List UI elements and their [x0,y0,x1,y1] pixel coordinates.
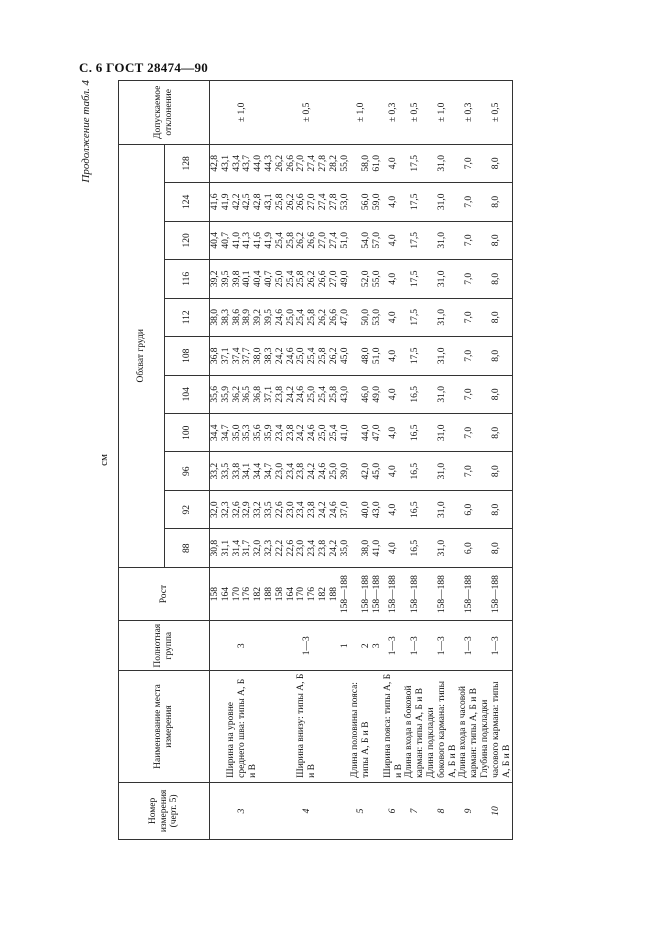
row-value: 45,0 48,0 51,0 [340,337,383,375]
row-name: Ширина на уровне среднего шва: типы А, Б и В [210,671,275,783]
chest-size-header: 128 [165,144,210,182]
row-value: 8,0 [480,144,513,182]
row-value: 17,5 [404,183,426,221]
row-tolerance: ± 0,5 [404,81,426,145]
row-value: 32,0 32,3 32,6 32,9 33,2 33,5 [210,490,275,528]
row-value: 38,0 38,3 38,6 38,9 39,2 39,5 [210,298,275,336]
row-value: 23,0 23,4 23,8 24,2 24,6 25,0 [275,452,340,490]
row-value: 17,5 [404,298,426,336]
row-num: 3 [210,782,275,839]
row-value: 4,0 [383,529,405,567]
row-value: 7,0 [458,260,480,298]
row-height: 158 164 170 176 182 188 [275,567,340,620]
row-value: 24,2 24,6 25,0 25,4 25,8 26,2 [275,337,340,375]
row-value: 31,0 [426,298,458,336]
row-value: 16,5 [404,529,426,567]
row-value: 39,0 42,0 45,0 [340,452,383,490]
chest-size-header: 120 [165,221,210,259]
row-value: 16,5 [404,375,426,413]
row-value: 43,0 46,0 49,0 [340,375,383,413]
row-tolerance: ± 0,5 [480,81,513,145]
row-value: 25,4 25,8 26,2 26,6 27,0 27,4 [275,221,340,259]
row-value: 4,0 [383,144,405,182]
row-value: 16,5 [404,414,426,452]
row-value: 4,0 [383,490,405,528]
row-value: 4,0 [383,414,405,452]
row-value: 4,0 [383,298,405,336]
row-value: 31,0 [426,144,458,182]
row-value: 4,0 [383,375,405,413]
row-num: 5 [340,782,383,839]
row-height: 158—188 [383,567,405,620]
continuation-label: Продолжение табл. 4 [80,80,92,183]
row-name: Длина входа в часовой карман: типы А, Б и В [458,671,480,783]
row-group: 1—3 [404,621,426,671]
row-value: 31,0 [426,260,458,298]
table-body [210,81,513,840]
page-header: С. 6 ГОСТ 28474—90 [79,60,209,75]
row-group: 1 2 3 [340,621,383,671]
row-value: 26,2 26,6 27,0 27,4 27,8 28,2 [275,144,340,182]
row-value: 6,0 [458,529,480,567]
table-row [404,81,426,840]
row-value: 41,0 44,0 47,0 [340,414,383,452]
row-value: 7,0 [458,298,480,336]
row-value: 35,6 35,9 36,2 36,5 36,8 37,1 [210,375,275,413]
rotated-table-area [80,80,600,840]
row-value: 31,0 [426,375,458,413]
row-value: 17,5 [404,260,426,298]
row-value: 41,6 41,9 42,2 42,5 42,8 43,1 [210,183,275,221]
row-height: 158—188 [426,567,458,620]
row-value: 30,8 31,1 31,4 31,7 32,0 32,3 [210,529,275,567]
row-height: 158—188 [404,567,426,620]
row-value: 47,0 50,0 53,0 [340,298,383,336]
chest-size-header: 88 [165,529,210,567]
row-value: 8,0 [480,298,513,336]
row-num: 9 [458,782,480,839]
row-value: 8,0 [480,529,513,567]
row-num: 10 [480,782,513,839]
row-value: 49,0 52,0 55,0 [340,260,383,298]
row-tolerance: ± 0,3 [383,81,405,145]
header-name: Наименование места измерения [119,671,210,783]
row-name: Ширина внизу: типы А, Б и В [275,671,340,783]
row-tolerance: ± 1,0 [210,81,275,145]
chest-size-header: 92 [165,490,210,528]
row-group: 1—3 [275,621,340,671]
row-group: 1—3 [383,621,405,671]
row-group: 1—3 [480,621,513,671]
row-value: 8,0 [480,260,513,298]
measurements-table [118,80,513,840]
row-value: 31,0 [426,183,458,221]
header-tolerance: Допускаемое отклонение [119,81,210,145]
table-row [210,81,275,840]
table-row [426,81,458,840]
row-value: 25,8 26,2 26,6 27,0 27,4 27,8 [275,183,340,221]
row-value: 31,0 [426,452,458,490]
row-value: 17,5 [404,337,426,375]
row-value: 55,0 58,0 61,0 [340,144,383,182]
row-tolerance: ± 0,3 [458,81,480,145]
table-row [480,81,513,840]
row-value: 39,2 39,5 39,8 40,1 40,4 40,7 [210,260,275,298]
table-row [275,81,340,840]
row-num: 6 [383,782,405,839]
row-value: 8,0 [480,414,513,452]
row-num: 8 [426,782,458,839]
row-value: 8,0 [480,221,513,259]
row-value: 36,8 37,1 37,4 37,7 38,0 38,3 [210,337,275,375]
row-value: 8,0 [480,375,513,413]
row-value: 7,0 [458,183,480,221]
row-value: 8,0 [480,490,513,528]
row-value: 35,0 38,0 41,0 [340,529,383,567]
row-name: Глубина подкладки часового кармана: типы А, Б и В [480,671,513,783]
unit-label: см [98,454,110,466]
row-name: Длина входа в боковой карман: типы А, Б и В [404,671,426,783]
row-value: 16,5 [404,490,426,528]
row-value: 8,0 [480,183,513,221]
row-value: 25,0 25,4 25,8 26,2 26,6 27,0 [275,260,340,298]
row-height: 158—188 [480,567,513,620]
row-value: 4,0 [383,183,405,221]
table-row [458,81,480,840]
row-value: 7,0 [458,221,480,259]
row-value: 53,0 56,0 59,0 [340,183,383,221]
table-row [340,81,383,840]
row-value: 40,4 40,7 41,0 41,3 41,6 41,9 [210,221,275,259]
row-value: 23,8 24,2 24,6 25,0 25,4 25,8 [275,375,340,413]
row-value: 4,0 [383,337,405,375]
row-value: 7,0 [458,452,480,490]
row-height: 158 164 170 176 182 188 [210,567,275,620]
header-chest: Обхват груди [119,144,165,567]
chest-size-header: 100 [165,414,210,452]
row-name: Длина подкладки бокового кармана: типы А, Б и В [426,671,458,783]
row-value: 31,0 [426,414,458,452]
row-value: 34,4 34,7 35,0 35,3 35,6 35,9 [210,414,275,452]
row-value: 4,0 [383,452,405,490]
row-name: Ширина пояса: типы А, Б и В [383,671,405,783]
row-value: 7,0 [458,144,480,182]
row-value: 4,0 [383,221,405,259]
chest-size-header: 104 [165,375,210,413]
row-value: 8,0 [480,452,513,490]
header-num: Номер измерения (черт. 5) [119,782,210,839]
row-value: 22,6 23,0 23,4 23,8 24,2 24,6 [275,490,340,528]
row-num: 7 [404,782,426,839]
row-value: 23,4 23,8 24,2 24,6 25,0 25,4 [275,414,340,452]
row-tolerance: ± 0,5 [275,81,340,145]
row-height: 158—188 158—188 158—188 [340,567,383,620]
row-value: 17,5 [404,221,426,259]
row-tolerance: ± 1,0 [340,81,383,145]
chest-size-header: 112 [165,298,210,336]
row-value: 24,6 25,0 25,4 25,8 26,2 26,6 [275,298,340,336]
chest-size-header: 108 [165,337,210,375]
header-height: Рост [119,567,210,620]
row-name: Длина половины пояса: типы А, Б и В [340,671,383,783]
chest-size-header: 96 [165,452,210,490]
row-group: 1—3 [458,621,480,671]
row-value: 7,0 [458,414,480,452]
row-value: 17,5 [404,144,426,182]
row-value: 16,5 [404,452,426,490]
row-height: 158—188 [458,567,480,620]
row-num: 4 [275,782,340,839]
row-value: 7,0 [458,337,480,375]
row-value: 33,2 33,5 33,8 34,1 34,4 34,7 [210,452,275,490]
row-value: 22,2 22,6 23,0 23,4 23,8 24,2 [275,529,340,567]
row-value: 31,0 [426,221,458,259]
chest-size-header: 124 [165,183,210,221]
row-value: 51,0 54,0 57,0 [340,221,383,259]
row-value: 8,0 [480,337,513,375]
table-row [383,81,405,840]
row-group: 1—3 [426,621,458,671]
row-value: 7,0 [458,375,480,413]
row-value: 31,0 [426,490,458,528]
row-value: 31,0 [426,529,458,567]
header-group: Полнотная группа [119,621,210,671]
chest-size-header: 116 [165,260,210,298]
row-value: 4,0 [383,260,405,298]
row-value: 6,0 [458,490,480,528]
row-value: 31,0 [426,337,458,375]
row-value: 42,8 43,1 43,4 43,7 44,0 44,3 [210,144,275,182]
row-value: 37,0 40,0 43,0 [340,490,383,528]
row-group: 3 [210,621,275,671]
row-tolerance: ± 1,0 [426,81,458,145]
